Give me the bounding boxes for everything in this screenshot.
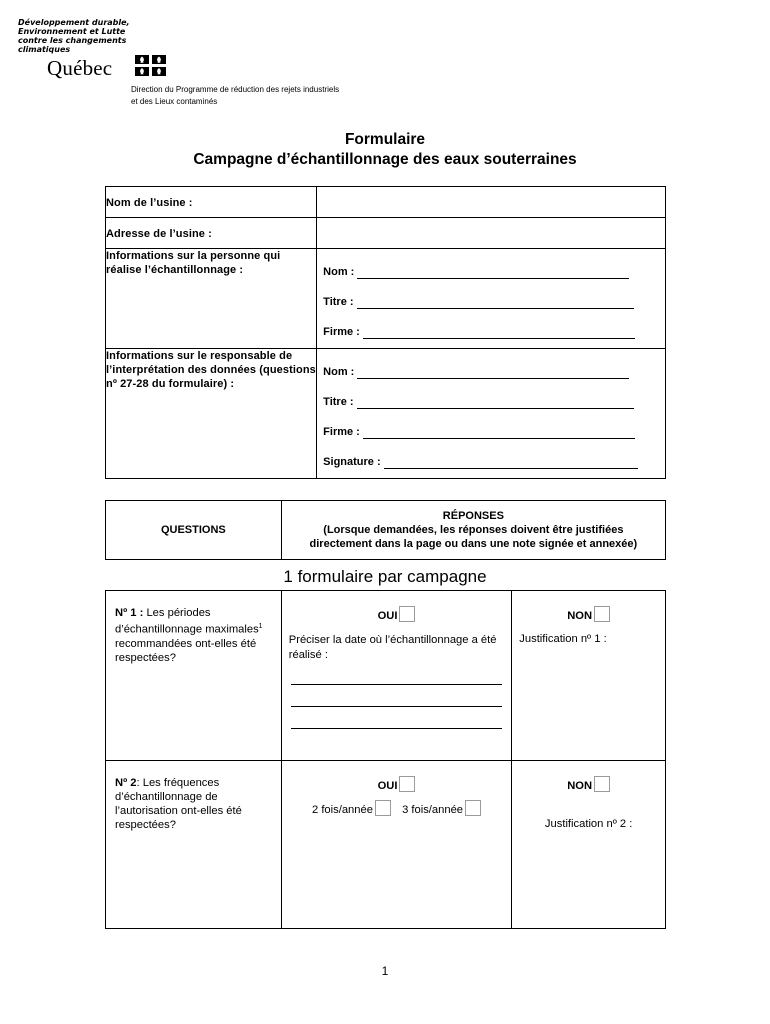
q2-option-2-label: 2 fois/année [311,804,373,816]
info-table [105,186,666,479]
q1-date-line[interactable] [291,685,503,707]
q2-justification[interactable]: Justification nº 2 : [544,818,633,830]
q1-date-prompt: Préciser la date où l’échantillonnage a été réalisé : [288,634,497,661]
reponses-heading [281,501,665,560]
reponses-title: RÉPONSES [442,510,504,522]
field-label: Titre : [323,396,354,408]
usine-nom-field[interactable] [317,187,666,218]
question-2 [106,761,282,929]
questions-heading: QUESTIONS [106,501,282,560]
responsable-fields [317,349,666,479]
reponses-note: (Lorsque demandées, les réponses doivent être justifiées directement dans la page ou dans une note signée et annexée) [309,524,638,550]
field-label: Titre : [323,296,354,308]
usine-adresse-field[interactable] [317,218,666,249]
question-2-non-cell [512,761,666,929]
q1-non-checkbox[interactable] [594,606,610,622]
q2-non-label: NON [567,780,593,792]
q1-oui-checkbox[interactable] [399,606,415,622]
title-line-2: Campagne d’échantillonnage des eaux souterraines [193,151,577,168]
question-1-footnote: 1 [258,623,263,630]
question-2-text: : Les fréquences d’échantillonnage de l’autorisation ont-elles été respectées? [115,777,242,831]
q1-justification[interactable]: Justification nº 1 : [519,633,607,645]
quebec-wordmark: Québec [47,56,113,80]
q1-oui-label: OUI [377,610,398,622]
q2-oui-label: OUI [377,780,398,792]
field-label: Firme : [323,426,360,438]
document-title [0,130,770,170]
ministry-name [18,18,158,54]
question-1-oui-cell [281,591,512,761]
quebec-flag-icon [135,55,166,76]
echantillonneur-nom-field[interactable] [317,257,665,287]
field-label: Signature : [323,456,381,468]
ministry-line: contre les changements [18,36,127,45]
echantillonneur-titre-field[interactable] [317,287,665,317]
q1-non-label: NON [567,610,593,622]
question-1-text-b: recommandées ont-elles été respectées? [115,637,257,664]
ministry-line: Environnement et Lutte [18,27,126,36]
q1-date-line[interactable] [291,707,503,729]
direction-line: et des Lieux contaminés [131,97,218,106]
responsable-titre-field[interactable] [317,387,665,417]
usine-adresse-label: Adresse de l’usine : [106,218,317,249]
echantillonneur-firme-field[interactable] [317,317,665,347]
q2-oui-checkbox[interactable] [399,776,415,792]
field-label: Nom : [323,366,355,378]
ministry-line: Développement durable, [18,18,130,27]
page-number: 1 [381,964,389,978]
campaign-note: 1 formulaire par campagne [283,567,487,586]
title-line-1: Formulaire [344,131,426,148]
field-label: Nom : [323,266,355,278]
echantillonneur-label: Informations sur la personne qui réalise l’échantillonnage : [106,249,317,349]
question-1-number: Nº 1 : [115,607,144,619]
q2-non-checkbox[interactable] [594,776,610,792]
q2-option-3-label: 3 fois/année [402,804,464,816]
q2-option-3-checkbox[interactable] [465,800,481,816]
responsable-label: Informations sur le responsable de l’interprétation des données (questions nº 27-28 du formulaire) : [106,349,317,479]
question-1-text-a: Les périodes d’échantillonnage maximales [115,607,259,636]
q2-option-2-checkbox[interactable] [375,800,391,816]
question-1-non-cell [512,591,666,761]
question-2-oui-cell [281,761,512,929]
field-label: Firme : [323,326,360,338]
question-1 [106,591,282,761]
questions-table [105,590,666,929]
usine-nom-label: Nom de l’usine : [106,187,317,218]
responsable-firme-field[interactable] [317,417,665,447]
q1-date-line[interactable] [291,663,503,685]
direction-text [131,84,339,108]
ministry-line: climatiques [18,45,71,54]
echantillonneur-fields [317,249,666,349]
question-2-number: Nº 2 [115,777,137,789]
responsable-nom-field[interactable] [317,357,665,387]
questions-header-table [105,500,666,560]
direction-line: Direction du Programme de réduction des rejets industriels [131,85,340,94]
responsable-signature-field[interactable] [317,447,665,477]
